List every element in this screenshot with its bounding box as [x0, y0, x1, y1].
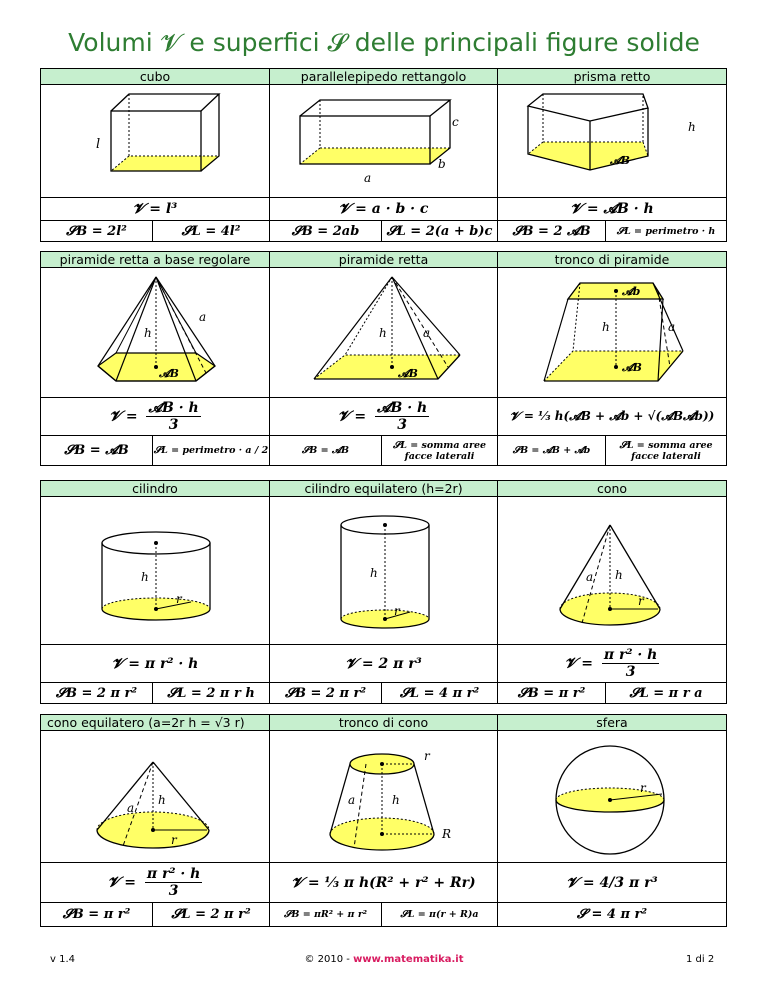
footer-copyright [0, 954, 768, 965]
surface-lateral-regular-pyramid: 𝓢L = perimetro · a / 2 [153, 436, 270, 466]
table-cube-prism [40, 68, 727, 242]
figure-parallelepiped [270, 85, 498, 198]
svg-text:h: h [392, 792, 400, 807]
surface-lateral-equilateral-cone: 𝓢L = 2 π r² [153, 903, 270, 927]
svg-text:𝓐B: 𝓐B [398, 366, 418, 380]
svg-text:𝓐B: 𝓐B [159, 366, 179, 380]
svg-text:r: r [171, 832, 177, 847]
figure-prism [498, 85, 727, 198]
svg-text:a: a [199, 309, 207, 324]
figure-equilateral-cone [41, 731, 270, 863]
svg-text:a: a [668, 319, 676, 334]
surface-lateral-equilateral-cylinder: 𝓢L = 4 π r² [382, 683, 498, 704]
header-cono-equilatero: cono equilatero (a=2r h = √3 r) [41, 715, 270, 731]
svg-text:R: R [442, 826, 452, 841]
surface-base-truncated-cone: 𝓢B = πR² + π r² [270, 903, 382, 927]
volume-parallelepiped: 𝓥 = a · b · c [270, 198, 498, 221]
surface-lateral-truncated-cone: 𝓢L = π(r + R)a [382, 903, 498, 927]
svg-text:h: h [615, 567, 623, 582]
site-link[interactable]: www.matematika.it [353, 954, 464, 965]
figure-cone [498, 497, 727, 645]
copyright-text: © 2010 - [304, 954, 354, 965]
header-piramide-regolare: piramide retta a base regolare [41, 252, 270, 268]
volume-regular-pyramid: 𝓥 = $\frac{\text{𝓐B · h}}{3}$ [41, 398, 270, 436]
surface-lateral-parallelepiped: 𝓢L = 2(a + b)c [382, 221, 498, 242]
surface-base-equilateral-cone: 𝓢B = π r² [41, 903, 153, 927]
svg-text:h: h [379, 325, 387, 340]
surface-base-prism: 𝓢B = 2 𝓐B [498, 221, 606, 242]
surface-lateral-prism: 𝓢L = perimetro · h [606, 221, 727, 242]
volume-equilateral-cylinder: 𝓥 = 2 π r³ [270, 645, 498, 683]
table-cylinders-cone [40, 480, 727, 704]
figure-pyramid [270, 268, 498, 398]
svg-text:a: a [348, 792, 356, 807]
svg-text:c: c [452, 115, 459, 129]
svg-text:r: r [424, 748, 430, 763]
footer-page-number: 1 di 2 [686, 954, 715, 965]
svg-text:h: h [370, 565, 378, 580]
table-cone-sphere [40, 714, 727, 927]
svg-text:h: h [141, 569, 149, 584]
surface-base-regular-pyramid: 𝓢B = 𝓐B [41, 436, 153, 466]
surface-base-pyramid: 𝓢B = 𝓐B [270, 436, 382, 466]
volume-cylinder: 𝓥 = π r² · h [41, 645, 270, 683]
page-title: Volumi 𝓥 e superfici 𝓢 delle principali figure solide [68, 28, 700, 57]
surface-base-truncated-pyramid: 𝓢B = 𝓐B + 𝓐b [498, 436, 606, 466]
svg-text:b: b [438, 157, 446, 171]
header-tronco-piramide: tronco di piramide [498, 252, 727, 268]
header-cilindro: cilindro [41, 481, 270, 497]
header-prisma: prisma retto [498, 69, 727, 85]
volume-cone: 𝓥 = $\frac{\text{π r² · h}}{3}$ [498, 645, 727, 683]
svg-text:a: a [127, 800, 135, 815]
svg-text:a: a [423, 325, 431, 340]
volume-sphere: 𝓥 = 4/3 π r³ [498, 863, 727, 903]
svg-text:h: h [158, 792, 166, 807]
svg-text:r: r [176, 591, 182, 606]
figure-sphere [498, 731, 727, 863]
figure-cylinder [41, 497, 270, 645]
figure-truncated-cone [270, 731, 498, 863]
volume-pyramid: 𝓥 = $\frac{\text{𝓐B · h}}{3}$ [270, 398, 498, 436]
svg-text:𝓐b: 𝓐b [622, 284, 641, 298]
surface-base-parallelepiped: 𝓢B = 2ab [270, 221, 382, 242]
table-pyramids [40, 251, 727, 466]
surface-base-cube: 𝓢B = 2l² [41, 221, 153, 242]
header-parallelepipedo: parallelepipedo rettangolo [270, 69, 498, 85]
svg-text:r: r [638, 593, 644, 608]
volume-cube: 𝓥 = l³ [41, 198, 270, 221]
surface-lateral-cone: 𝓢L = π r a [606, 683, 727, 704]
surface-base-cylinder: 𝓢B = 2 π r² [41, 683, 153, 704]
surface-lateral-cube: 𝓢L = 4l² [153, 221, 270, 242]
svg-text:𝓐B: 𝓐B [610, 154, 630, 167]
volume-truncated-pyramid: 𝓥 = ⅓ h(𝓐B + 𝓐b + √(𝓐B𝓐b)) [498, 398, 727, 436]
header-cono: cono [498, 481, 727, 497]
figure-cube [41, 85, 270, 198]
volume-prism: 𝓥 = 𝓐B · h [498, 198, 727, 221]
svg-text:𝓐B: 𝓐B [622, 360, 642, 374]
svg-text:r: r [394, 603, 400, 618]
footer-version: v 1.4 [50, 954, 75, 965]
figure-equilateral-cylinder [270, 497, 498, 645]
svg-text:h: h [144, 325, 152, 340]
svg-text:a: a [364, 171, 372, 185]
volume-equilateral-cone: 𝓥 = $\frac{\text{π r² · h}}{3}$ [41, 863, 270, 903]
surface-base-cone: 𝓢B = π r² [498, 683, 606, 704]
figure-truncated-pyramid [498, 268, 727, 398]
svg-text:h: h [602, 319, 610, 334]
header-sfera: sfera [498, 715, 727, 731]
header-piramide-retta: piramide retta [270, 252, 498, 268]
figure-regular-pyramid [41, 268, 270, 398]
surface-base-equilateral-cylinder: 𝓢B = 2 π r² [270, 683, 382, 704]
surface-sphere: 𝓢 = 4 π r² [498, 903, 727, 927]
svg-text:h: h [688, 120, 696, 134]
svg-text:a: a [586, 569, 594, 584]
header-tronco-cono: tronco di cono [270, 715, 498, 731]
volume-truncated-cone: 𝓥 = ⅓ π h(R² + r² + Rr) [270, 863, 498, 903]
svg-text:r: r [640, 780, 646, 795]
svg-text:l: l [96, 137, 101, 152]
header-cubo: cubo [41, 69, 270, 85]
surface-lateral-truncated-pyramid: 𝓢L = somma aree facce laterali [606, 436, 727, 466]
surface-lateral-pyramid: 𝓢L = somma aree facce laterali [382, 436, 498, 466]
surface-lateral-cylinder: 𝓢L = 2 π r h [153, 683, 270, 704]
header-cilindro-equilatero: cilindro equilatero (h=2r) [270, 481, 498, 497]
